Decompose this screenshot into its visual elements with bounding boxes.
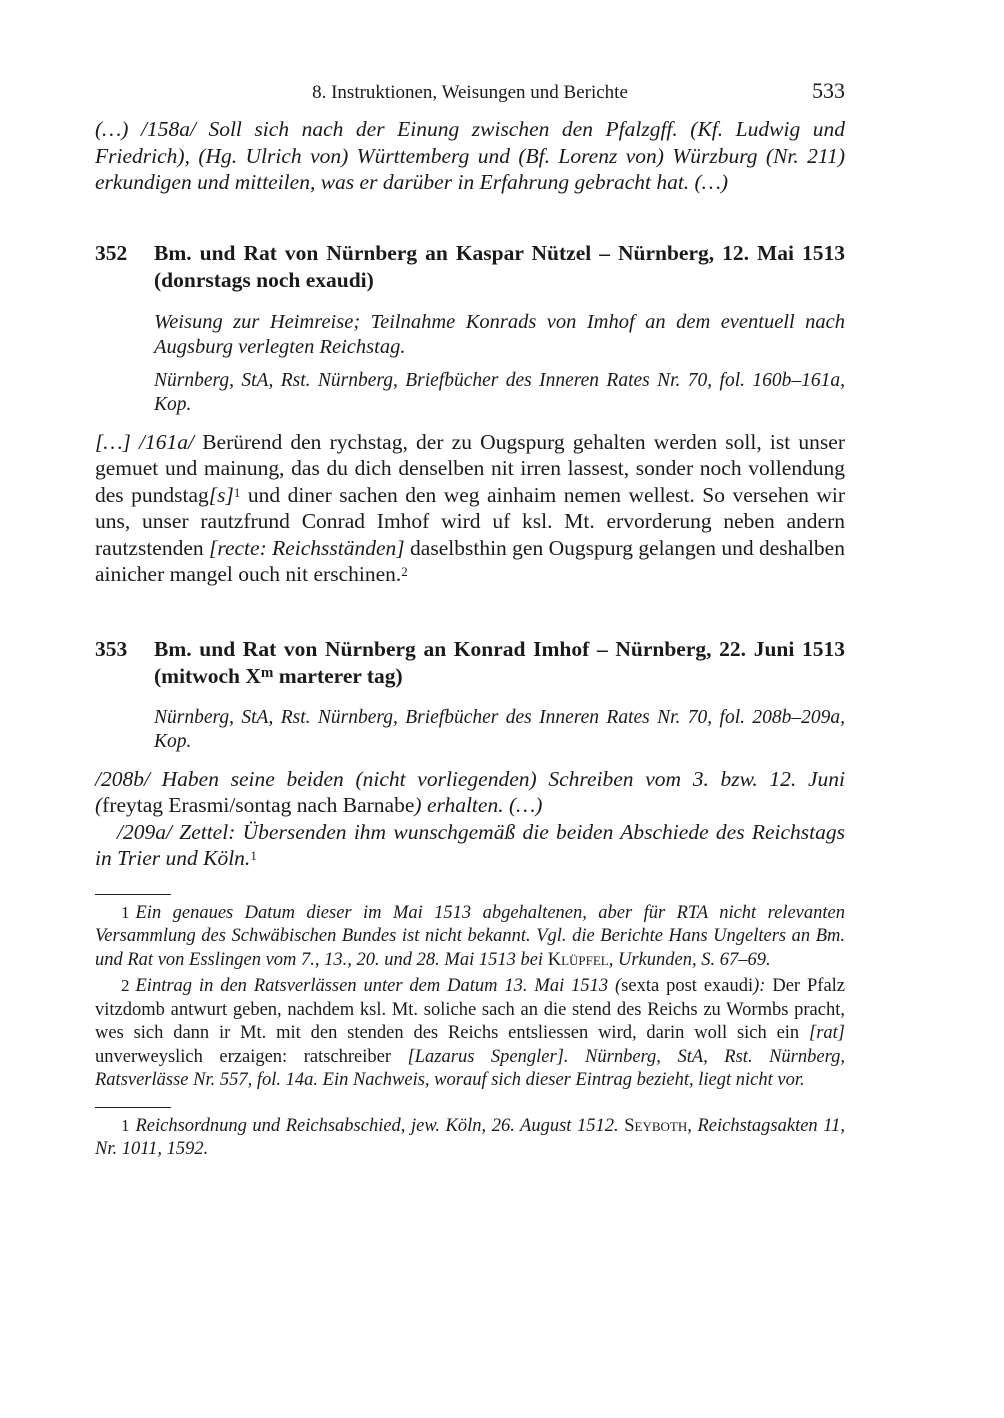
page	[95, 78, 845, 1162]
text-run: und diner sachen den weg ainhaim nemen wellest. So versehen wir uns, unser rautzfrund Conrad Imhof wird uf ksl. Mt. ervorderung neben andern rautzstenden	[95, 482, 845, 560]
footnote-text: Eintrag in den Ratsverlässen unter dem Datum 13. Mai 1513 (	[135, 976, 622, 996]
title-superscript: m	[260, 664, 274, 681]
entry-352-heading	[95, 240, 845, 294]
title-run: Bm. und Rat von Nürnberg an Konrad Imhof – Nürnberg, 22. Juni 1513 (mitwoch X	[154, 636, 845, 688]
editorial-insert: [Lazarus Spengler]	[407, 1046, 564, 1067]
entry-353-source: Nürnberg, StA, Rst. Nürnberg, Briefbücher des Inneren Rates Nr. 70, fol. 208b–209a, Kop.	[154, 706, 845, 752]
entry-352-source: Nürnberg, StA, Rst. Nürnberg, Briefbücher des Inneren Rates Nr. 70, fol. 160b–161a, Kop.	[154, 369, 845, 415]
footnote-number: 1	[121, 902, 130, 922]
editorial-insert: [s]	[208, 482, 234, 507]
footnote-text: . Nürnberg, StA, Rst. Nürnberg, Ratsverlässe Nr. 557, fol. 14a. Ein Nachweis, worauf sich dieser Eintrag bezieht, liegt nicht vor.	[95, 1046, 845, 1090]
entry-352-summary: Weisung zur Heimreise; Teilnahme Konrads von Imhof an dem eventuell nach Augsburg verlegten Reichstag.	[154, 310, 845, 358]
entry-number: 352	[95, 240, 128, 265]
editorial-insert: [rat]	[809, 1023, 845, 1043]
footnote-rule	[95, 1107, 171, 1108]
footnote-text: , Urkunden, S. 67–69.	[608, 949, 771, 970]
footnote-ref[interactable]: 1	[233, 484, 241, 500]
footnote-text: Reichsordnung und Reichsabschied, jew. Köln, 26. August 1512.	[135, 1115, 625, 1136]
intro-paragraph: (…) /158a/ Soll sich nach der Einung zwischen den Pfalzgff. (Kf. Ludwig und Friedrich), (Hg. Ulrich von) Württemberg und (Bf. Lorenz von) Würzburg (Nr. 211) erkundigen und mitteilen, was er darüber in Erfahrung gebracht hat. (…)	[95, 117, 845, 194]
author-smallcaps: Klüpfel	[547, 949, 609, 970]
entry-353-heading	[95, 636, 845, 690]
quoted-date: freytag Erasmi/sontag nach Barnabe	[102, 793, 415, 817]
quoted-date: sexta post exaudi	[621, 976, 754, 996]
page-number: 533	[812, 78, 845, 103]
footnote-text: Ein genaues Datum dieser im Mai 1513 abgehaltenen, aber für RTA nicht relevanten Versammlung des Schwäbischen Bundes ist nicht bekannt. Vgl. die Berichte Hans Ungelters an Bm. und Rat von Esslingen vom 7., 13., 20. und 28. Mai 1513 bei	[95, 902, 845, 970]
title-run: marterer tag)	[273, 663, 403, 688]
editorial-insert: [recte: Reichsständen]	[209, 535, 405, 560]
entry-title	[154, 636, 845, 690]
quoted-source: unverweyslich erzaigen: ratschreiber	[95, 1046, 408, 1067]
running-header	[95, 78, 845, 118]
quoted-source: Der Pfalz vitzdomb antwurt geben, nachdem ksl. Mt. soliche sach an die stend des Reichs zu Wormbs pracht, wes sich dann ir Mt. mit den stenden des Reichs entsliessen wird, darin woll sich ein	[95, 976, 846, 1043]
footnote-text: ):	[753, 976, 766, 996]
entry-352-text	[95, 429, 845, 588]
text-run: ) erhalten. (…)	[414, 793, 543, 817]
entry-number: 353	[95, 636, 128, 661]
folio-marker: […] /161a/	[95, 429, 194, 454]
entry-353-paragraph-2	[95, 819, 845, 872]
text-run: daselbsthin gen Ougspurg gelangen und deshalben ainicher mangel ouch nit erschinen.	[95, 535, 845, 586]
footnote-1	[95, 901, 845, 973]
footnote-ref[interactable]: 1	[250, 848, 257, 863]
footnote-text: , Reichstagsakten 11, Nr. 1011, 1592.	[95, 1115, 845, 1159]
text-run: Berürend den rychstag, der zu Ougspurg gehalten werden soll, ist unser gemuet und mainung, das du dich denselben nit irren lassest, sonder noch vollendung des pundstag	[95, 429, 845, 507]
author-smallcaps: Seyboth	[624, 1115, 688, 1136]
footnote-rule	[95, 894, 171, 895]
footnote-353-1	[95, 1114, 845, 1162]
running-title: 8. Instruktionen, Weisungen und Berichte	[312, 82, 628, 103]
text-run: /208b/ Haben seine beiden (nicht vorliegenden) Schreiben vom 3. bzw. 12. Juni (	[95, 766, 845, 817]
entry-353-paragraph-1	[95, 766, 845, 819]
text-run: /209a/ Zettel: Übersenden ihm wunschgemäß die beiden Abschiede des Reichstags in Trier und Köln.	[95, 819, 845, 870]
footnote-2	[95, 974, 845, 1093]
footnote-number: 2	[121, 976, 130, 995]
footnote-ref[interactable]: 2	[401, 564, 408, 579]
footnote-number: 1	[121, 1115, 130, 1135]
entry-title: Bm. und Rat von Nürnberg an Kaspar Nützel – Nürnberg, 12. Mai 1513 (donrstags noch exaudi)	[154, 240, 845, 292]
